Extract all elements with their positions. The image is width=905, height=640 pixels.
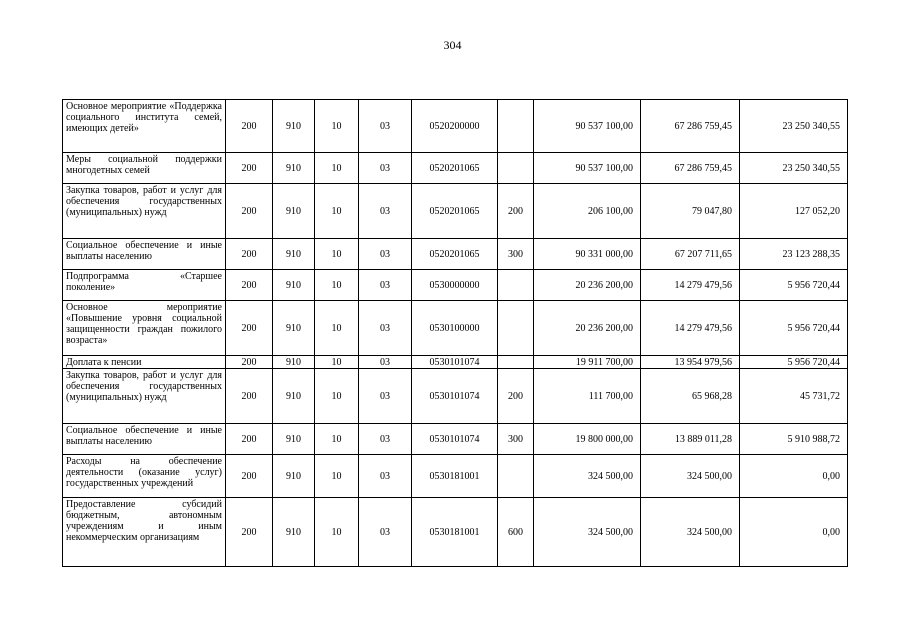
section-code-cell: 10 <box>315 270 359 301</box>
executed-amount-cell: 65 968,28 <box>641 369 740 424</box>
row-name-cell: Доплата к пенсии <box>63 356 226 369</box>
planned-amount-cell: 19 800 000,00 <box>534 424 641 455</box>
planned-amount-cell: 324 500,00 <box>534 455 641 498</box>
table-row <box>63 369 848 424</box>
planned-amount-cell: 90 537 100,00 <box>534 153 641 184</box>
remainder-amount-cell: 0,00 <box>740 498 848 567</box>
department-code-cell: 910 <box>273 301 315 356</box>
expense-type-cell: 300 <box>498 424 534 455</box>
row-name-cell: Основное мероприятие «Поддержка социального института семей, имеющих детей» <box>63 100 226 153</box>
department-code-cell: 910 <box>273 356 315 369</box>
planned-amount-cell: 20 236 200,00 <box>534 301 641 356</box>
table-row <box>63 424 848 455</box>
section-code-cell: 10 <box>315 424 359 455</box>
admin-code-cell: 200 <box>226 498 273 567</box>
remainder-amount-cell: 23 123 288,35 <box>740 239 848 270</box>
table-row <box>63 455 848 498</box>
expense-type-cell <box>498 153 534 184</box>
admin-code-cell: 200 <box>226 455 273 498</box>
expense-type-cell: 200 <box>498 184 534 239</box>
department-code-cell: 910 <box>273 100 315 153</box>
target-article-cell: 0530000000 <box>412 270 498 301</box>
remainder-amount-cell: 5 910 988,72 <box>740 424 848 455</box>
executed-amount-cell: 67 286 759,45 <box>641 100 740 153</box>
executed-amount-cell: 14 279 479,56 <box>641 301 740 356</box>
row-name-cell: Основное мероприятие «Повышение уровня социальной защищенности граждан пожилого возраста» <box>63 301 226 356</box>
department-code-cell: 910 <box>273 184 315 239</box>
subsection-code-cell: 03 <box>359 100 412 153</box>
department-code-cell: 910 <box>273 239 315 270</box>
row-name-cell: Меры социальной поддержки многодетных семей <box>63 153 226 184</box>
admin-code-cell: 200 <box>226 100 273 153</box>
subsection-code-cell: 03 <box>359 455 412 498</box>
table-row <box>63 184 848 239</box>
table-row <box>63 356 848 369</box>
row-name-cell: Социальное обеспечение и иные выплаты населению <box>63 239 226 270</box>
subsection-code-cell: 03 <box>359 239 412 270</box>
target-article-cell: 0530101074 <box>412 424 498 455</box>
executed-amount-cell: 13 954 979,56 <box>641 356 740 369</box>
target-article-cell: 0530181001 <box>412 498 498 567</box>
remainder-amount-cell: 127 052,20 <box>740 184 848 239</box>
executed-amount-cell: 324 500,00 <box>641 455 740 498</box>
subsection-code-cell: 03 <box>359 270 412 301</box>
department-code-cell: 910 <box>273 153 315 184</box>
row-name-cell: Закупка товаров, работ и услуг для обеспечения государственных (муниципальных) нужд <box>63 184 226 239</box>
target-article-cell: 0520200000 <box>412 100 498 153</box>
target-article-cell: 0520201065 <box>412 239 498 270</box>
table-row <box>63 498 848 567</box>
admin-code-cell: 200 <box>226 239 273 270</box>
target-article-cell: 0530181001 <box>412 455 498 498</box>
expense-type-cell: 600 <box>498 498 534 567</box>
admin-code-cell: 200 <box>226 270 273 301</box>
planned-amount-cell: 90 331 000,00 <box>534 239 641 270</box>
expense-type-cell <box>498 356 534 369</box>
table-body <box>63 100 848 567</box>
section-code-cell: 10 <box>315 369 359 424</box>
target-article-cell: 0520201065 <box>412 153 498 184</box>
table-row <box>63 239 848 270</box>
table-row <box>63 270 848 301</box>
section-code-cell: 10 <box>315 100 359 153</box>
planned-amount-cell: 19 911 700,00 <box>534 356 641 369</box>
row-name-cell: Расходы на обеспечение деятельности (оказание услуг) государственных учреждений <box>63 455 226 498</box>
planned-amount-cell: 111 700,00 <box>534 369 641 424</box>
department-code-cell: 910 <box>273 498 315 567</box>
subsection-code-cell: 03 <box>359 498 412 567</box>
row-name-cell: Подпрограмма «Старшее поколение» <box>63 270 226 301</box>
planned-amount-cell: 90 537 100,00 <box>534 100 641 153</box>
remainder-amount-cell: 5 956 720,44 <box>740 356 848 369</box>
subsection-code-cell: 03 <box>359 356 412 369</box>
subsection-code-cell: 03 <box>359 301 412 356</box>
target-article-cell: 0530100000 <box>412 301 498 356</box>
section-code-cell: 10 <box>315 184 359 239</box>
subsection-code-cell: 03 <box>359 424 412 455</box>
section-code-cell: 10 <box>315 498 359 567</box>
admin-code-cell: 200 <box>226 356 273 369</box>
section-code-cell: 10 <box>315 239 359 270</box>
executed-amount-cell: 67 207 711,65 <box>641 239 740 270</box>
remainder-amount-cell: 23 250 340,55 <box>740 100 848 153</box>
department-code-cell: 910 <box>273 369 315 424</box>
table-row <box>63 301 848 356</box>
subsection-code-cell: 03 <box>359 184 412 239</box>
remainder-amount-cell: 23 250 340,55 <box>740 153 848 184</box>
executed-amount-cell: 67 286 759,45 <box>641 153 740 184</box>
admin-code-cell: 200 <box>226 301 273 356</box>
table-row <box>63 100 848 153</box>
section-code-cell: 10 <box>315 301 359 356</box>
expense-type-cell <box>498 270 534 301</box>
department-code-cell: 910 <box>273 270 315 301</box>
admin-code-cell: 200 <box>226 424 273 455</box>
remainder-amount-cell: 5 956 720,44 <box>740 270 848 301</box>
subsection-code-cell: 03 <box>359 153 412 184</box>
executed-amount-cell: 324 500,00 <box>641 498 740 567</box>
target-article-cell: 0520201065 <box>412 184 498 239</box>
table-row <box>63 153 848 184</box>
planned-amount-cell: 206 100,00 <box>534 184 641 239</box>
expense-type-cell: 200 <box>498 369 534 424</box>
admin-code-cell: 200 <box>226 184 273 239</box>
target-article-cell: 0530101074 <box>412 356 498 369</box>
section-code-cell: 10 <box>315 455 359 498</box>
expense-type-cell <box>498 455 534 498</box>
department-code-cell: 910 <box>273 424 315 455</box>
expense-type-cell <box>498 301 534 356</box>
admin-code-cell: 200 <box>226 153 273 184</box>
planned-amount-cell: 324 500,00 <box>534 498 641 567</box>
admin-code-cell: 200 <box>226 369 273 424</box>
executed-amount-cell: 14 279 479,56 <box>641 270 740 301</box>
expense-type-cell <box>498 100 534 153</box>
section-code-cell: 10 <box>315 356 359 369</box>
row-name-cell: Закупка товаров, работ и услуг для обеспечения государственных (муниципальных) нужд <box>63 369 226 424</box>
budget-table <box>62 99 848 567</box>
row-name-cell: Предоставление субсидий бюджетным, автономным учреждениям и иным некоммерческим организациям <box>63 498 226 567</box>
remainder-amount-cell: 0,00 <box>740 455 848 498</box>
section-code-cell: 10 <box>315 153 359 184</box>
planned-amount-cell: 20 236 200,00 <box>534 270 641 301</box>
executed-amount-cell: 13 889 011,28 <box>641 424 740 455</box>
department-code-cell: 910 <box>273 455 315 498</box>
expense-type-cell: 300 <box>498 239 534 270</box>
subsection-code-cell: 03 <box>359 369 412 424</box>
remainder-amount-cell: 45 731,72 <box>740 369 848 424</box>
page-number: 304 <box>443 38 462 52</box>
remainder-amount-cell: 5 956 720,44 <box>740 301 848 356</box>
executed-amount-cell: 79 047,80 <box>641 184 740 239</box>
row-name-cell: Социальное обеспечение и иные выплаты населению <box>63 424 226 455</box>
target-article-cell: 0530101074 <box>412 369 498 424</box>
